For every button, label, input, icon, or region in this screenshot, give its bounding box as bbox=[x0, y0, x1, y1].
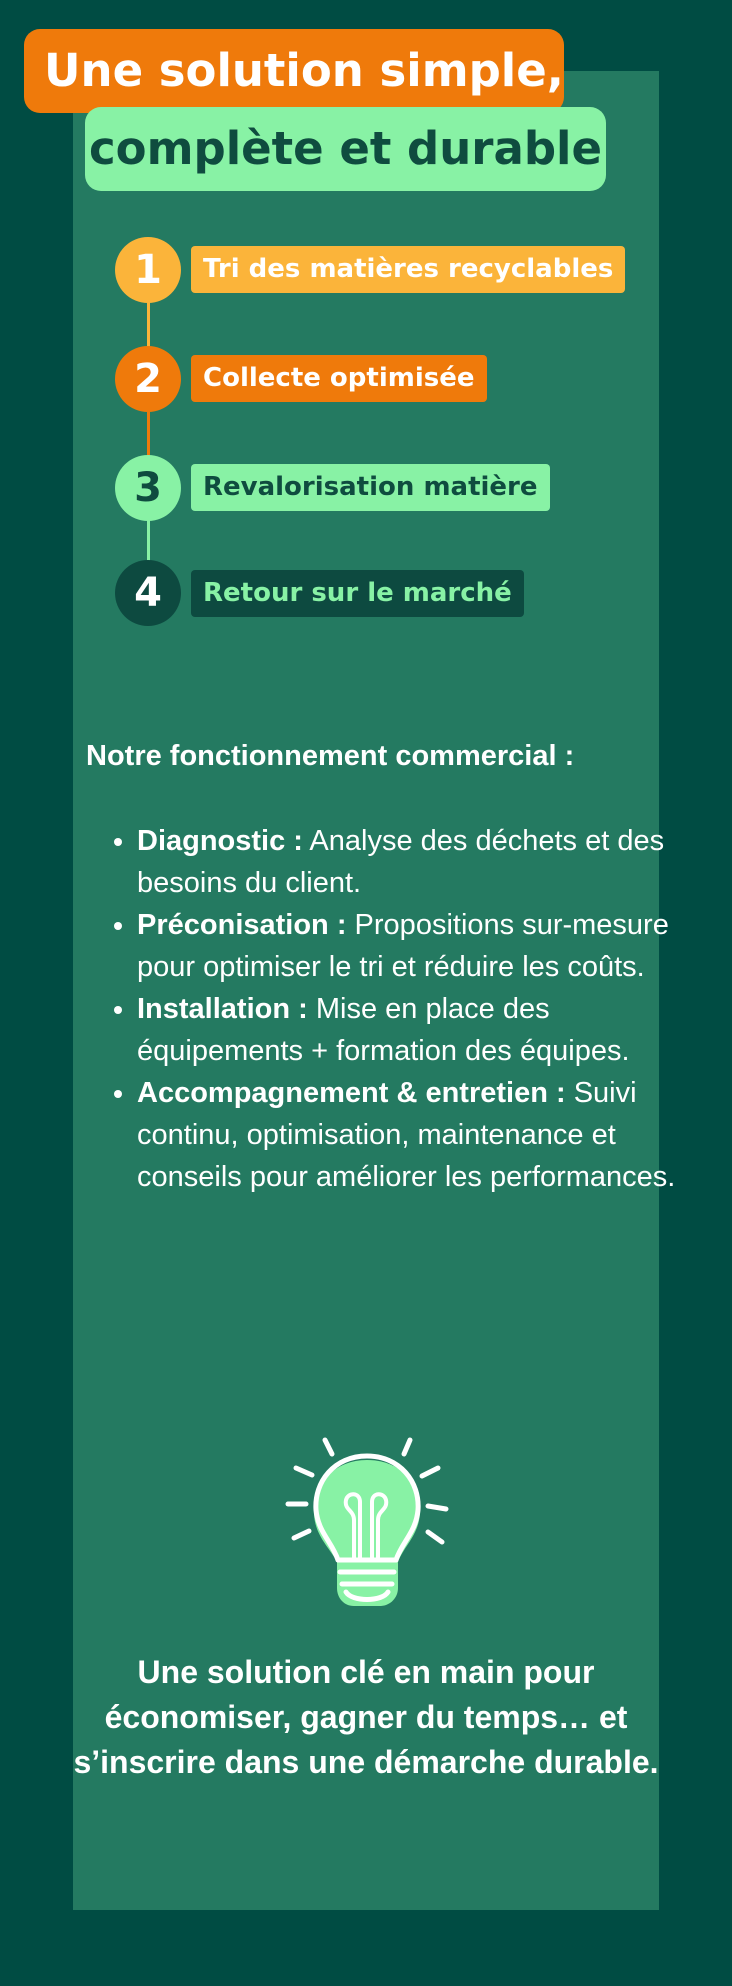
list-item-text: Mise en place des équipements + formation des équipes. bbox=[137, 993, 630, 1067]
step-number-4: 4 bbox=[115, 560, 181, 626]
lightbulb-icon bbox=[282, 1430, 452, 1610]
commercial-heading: Notre fonctionnement commercial : bbox=[86, 740, 575, 772]
list-item-term: Diagnostic : bbox=[137, 825, 303, 857]
step-number-3: 3 bbox=[115, 455, 181, 521]
list-item-term: Installation : bbox=[137, 993, 308, 1025]
step-number-2: 2 bbox=[115, 346, 181, 412]
step-label-4: Retour sur le marché bbox=[191, 570, 524, 617]
list-item bbox=[137, 904, 697, 988]
step-label-1: Tri des matières recyclables bbox=[191, 246, 625, 293]
list-item-text: Propositions sur-mesure pour optimiser le tri et réduire les coûts. bbox=[137, 909, 669, 983]
list-item bbox=[137, 820, 697, 904]
list-item-text: Analyse des déchets et des besoins du client. bbox=[137, 825, 665, 899]
title-line-2: complète et durable bbox=[85, 107, 606, 191]
step-label-2: Collecte optimisée bbox=[191, 355, 487, 402]
step-number-1: 1 bbox=[115, 237, 181, 303]
list-item bbox=[137, 988, 697, 1072]
list-item-term: Préconisation : bbox=[137, 909, 347, 941]
title-line-1: Une solution simple, bbox=[24, 29, 564, 113]
list-item-term: Accompagnement & entretien : bbox=[137, 1077, 566, 1109]
closing-statement: Une solution clé en main pour économiser, gagner du temps… et s’inscrire dans une démarche durable. bbox=[73, 1654, 659, 1780]
step-label-3: Revalorisation matière bbox=[191, 464, 550, 511]
list-item-text: Suivi continu, optimisation, maintenance et conseils pour améliorer les performances. bbox=[137, 1077, 676, 1193]
list-item bbox=[137, 1072, 697, 1198]
commercial-list bbox=[102, 820, 697, 1198]
